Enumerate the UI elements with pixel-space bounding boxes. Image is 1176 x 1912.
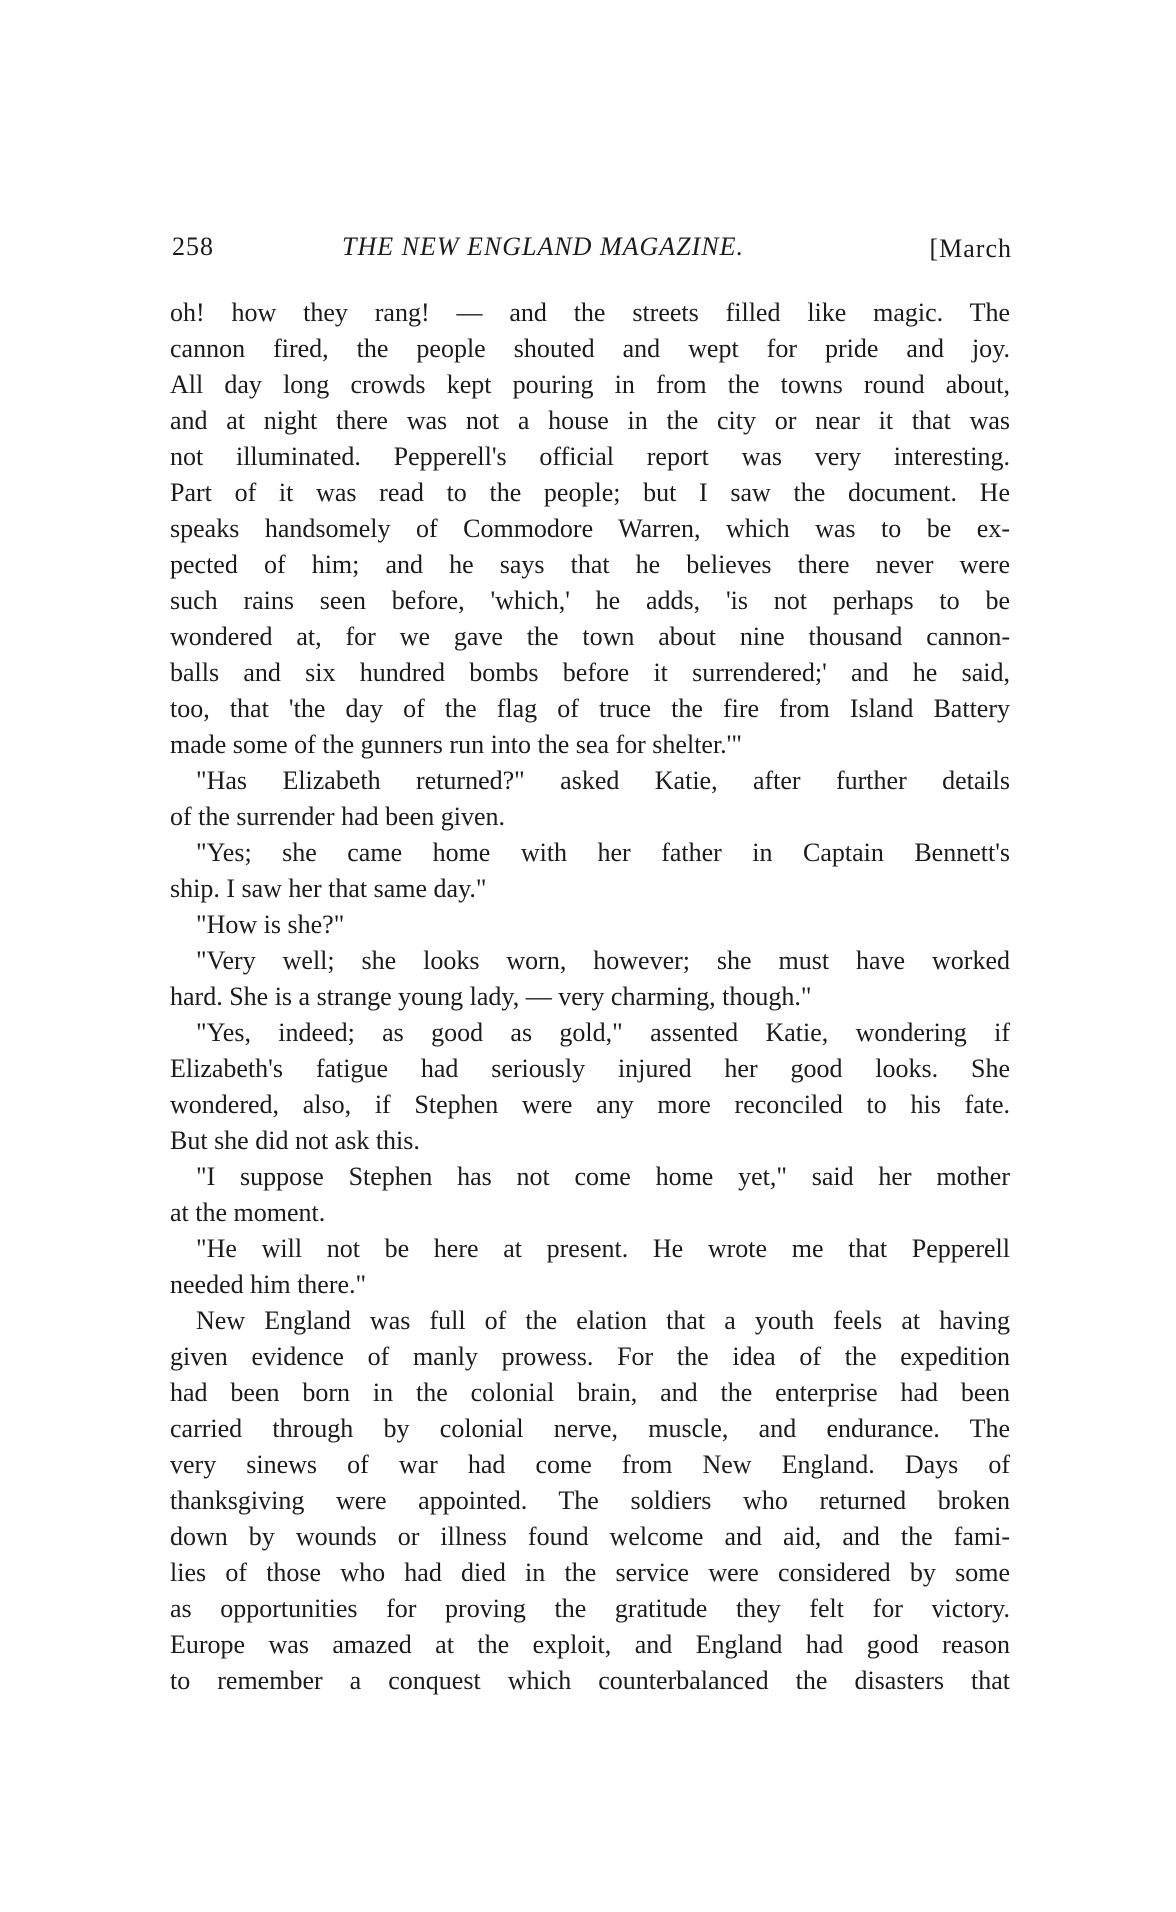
text-line: of the surrender had been given. — [170, 802, 505, 831]
text-line: "Has Elizabeth returned?" asked Katie, after further details — [196, 766, 1010, 795]
text-line: had been born in the colonial brain, and the enterprise had been — [170, 1378, 1010, 1407]
text-line: thanksgiving were appointed. The soldiers who returned broken — [170, 1486, 1010, 1515]
text-line: "He will not be here at present. He wrote me that Pepperell — [196, 1234, 1010, 1263]
text-line: "Yes; she came home with her father in Captain Bennett's — [196, 838, 1010, 867]
text-line: All day long crowds kept pouring in from the towns round about, — [170, 370, 1010, 399]
text-line: But she did not ask this. — [170, 1126, 420, 1155]
text-line: New England was full of the elation that a youth feels at having — [196, 1306, 1010, 1335]
text-line: at the moment. — [170, 1198, 326, 1227]
text-line: as opportunities for proving the gratitude they felt for victory. — [170, 1594, 1010, 1623]
text-line: too, that 'the day of the flag of truce the fire from Island Battery — [170, 694, 1010, 723]
text-line: cannon fired, the people shouted and wept for pride and joy. — [170, 334, 1010, 363]
text-line: Europe was amazed at the exploit, and England had good reason — [170, 1630, 1010, 1659]
text-line: carried through by colonial nerve, muscle, and endurance. The — [170, 1414, 1010, 1443]
text-line: such rains seen before, 'which,' he adds, 'is not perhaps to be — [170, 586, 1010, 615]
text-line: pected of him; and he says that he believes there never were — [170, 550, 1010, 579]
page-number: 258 — [172, 232, 214, 261]
text-line: and at night there was not a house in the city or near it that was — [170, 406, 1010, 435]
text-line: Elizabeth's fatigue had seriously injured her good looks. She — [170, 1054, 1010, 1083]
text-line: down by wounds or illness found welcome and aid, and the fami- — [170, 1522, 1010, 1551]
text-line: balls and six hundred bombs before it surrendered;' and he said, — [170, 658, 1010, 687]
text-line: needed him there." — [170, 1270, 367, 1299]
text-line: "Yes, indeed; as good as gold," assented Katie, wondering if — [196, 1018, 1010, 1047]
text-line: "How is she?" — [196, 910, 345, 939]
running-head — [172, 232, 1012, 272]
text-line: "I suppose Stephen has not come home yet," said her mother — [196, 1162, 1010, 1191]
text-line: wondered, also, if Stephen were any more reconciled to his fate. — [170, 1090, 1010, 1119]
text-line: made some of the gunners run into the sea for shelter.'" — [170, 730, 742, 759]
text-line: ship. I saw her that same day." — [170, 874, 487, 903]
body-text — [170, 295, 1010, 1699]
text-line: lies of those who had died in the service were considered by some — [170, 1558, 1010, 1587]
text-line: speaks handsomely of Commodore Warren, which was to be ex- — [170, 514, 1010, 543]
text-line: "Very well; she looks worn, however; she must have worked — [196, 946, 1010, 975]
text-line: given evidence of manly prowess. For the idea of the expedition — [170, 1342, 1010, 1371]
text-line: Part of it was read to the people; but I saw the document. He — [170, 478, 1010, 507]
text-line: oh! how they rang! — and the streets filled like magic. The — [170, 298, 1010, 327]
journal-title: THE NEW ENGLAND MAGAZINE. — [342, 232, 744, 261]
text-line: wondered at, for we gave the town about nine thousand cannon- — [170, 622, 1010, 651]
text-line: hard. She is a strange young lady, — very charming, though." — [170, 982, 812, 1011]
text-line: very sinews of war had come from New England. Days of — [170, 1450, 1010, 1479]
issue-month: [March — [929, 234, 1012, 263]
text-line: to remember a conquest which counterbalanced the disasters that — [170, 1666, 1010, 1695]
text-line: not illuminated. Pepperell's official report was very interesting. — [170, 442, 1010, 471]
